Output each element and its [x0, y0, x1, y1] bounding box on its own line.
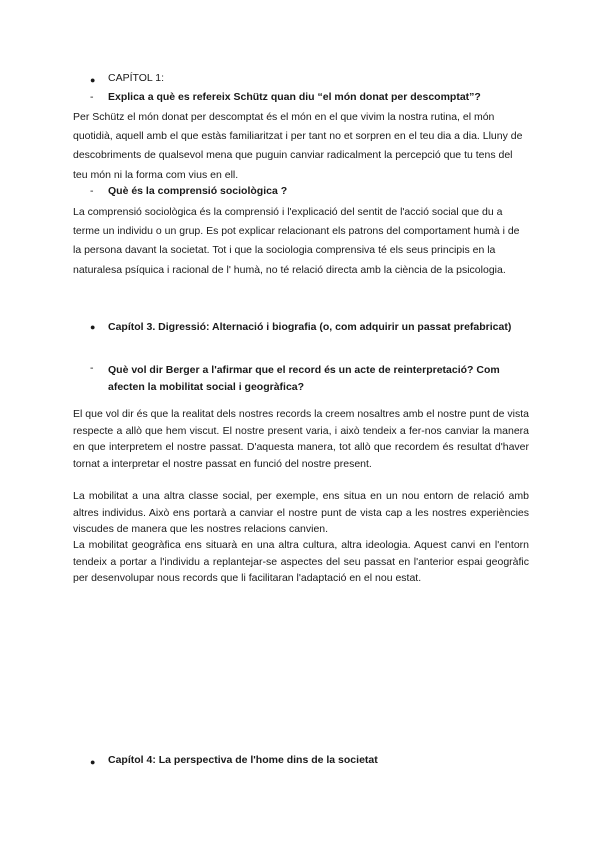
chapter1-answer-2: La comprensió sociològica és la comprensió i l'explicació del sentit de l'acció social que du a terme un individu o un grup. Es pot explicar relacionant els patrons del comportament humà i de la persona davant la societat. Tot i que la sociologia comprensiva té els seus principis en la naturalesa psíquica i racional de l' humà, no té relació directa amb la ciència de la psicologia. [73, 206, 520, 276]
chapter3-heading-text: Capítol 3. Digressió: Alternació i biografia (o, com adquirir un passat prefabricat) [108, 321, 512, 333]
bullet-icon: ● [90, 757, 96, 767]
chapter3-question-1 [90, 362, 530, 395]
chapter1-heading [90, 72, 164, 88]
dash-icon: - [90, 185, 94, 197]
chapter1-question-1 [90, 91, 481, 103]
bullet-icon: ● [90, 322, 96, 332]
chapter1-question-2-text: Què és la comprensió sociològica ? [108, 185, 288, 197]
chapter4-heading-text: Capítol 4: La perspectiva de l'home dins de la societat [108, 754, 378, 766]
chapter4-heading [90, 754, 378, 770]
chapter1-heading-text: CAPÍTOL 1: [108, 72, 165, 84]
chapter3-paragraph-1: El que vol dir és que la realitat dels nostres records la creem nosaltres amb el nostre punt de vista respecte a allò que hem viscut. El nostre present varia, i això tendeix a fer-nos canviar la manera en que interpretem el nostre passat. D'aquesta manera, tot allò que recordem és resultat d'haver tornat a interpretar el nostre passat en funció del nostre present. [73, 408, 529, 470]
chapter1-answer-1: Per Schütz el món donat per descomptat és el món en el que vivim la nostra rutina, el món quotidià, aquell amb el que estàs familiaritzat i per tant no et sorpren en el teu dia a dia. Lluny de descobriments de qualsevol mena que puguin canviar radicalment la percepció que tu tens del teu món ni la forma com vius en ell. [73, 111, 523, 181]
chapter1-question-1-text: Explica a què es refereix Schütz quan diu “el món donat per descomptat”? [108, 91, 481, 103]
dash-icon: - [90, 91, 94, 103]
chapter3-paragraph-3: La mobilitat geogràfica ens situarà en una altra cultura, altra ideologia. Aquest canvi en l'entorn tendeix a portar a l'individu a replantejar-se aspectes del seu passat en l'anterior espai geogràfic per desenvolupar nous records que li facilitaran l'adaptació en el nou estat. [73, 539, 529, 584]
chapter1-question-2 [90, 185, 287, 197]
chapter3-heading [90, 319, 530, 336]
bullet-icon: ● [90, 75, 96, 85]
dash-icon: - [90, 362, 94, 374]
chapter3-paragraph-2: La mobilitat a una altra classe social, per exemple, ens situa en un nou entorn de relació amb altres individus. Això ens portarà a canviar el nostre punt de vista cap a les nostres experiències viscudes de manera que les nostres relacions canvien. [73, 490, 529, 535]
chapter3-question-1-text: Què vol dir Berger a l'afirmar que el record és un acte de reinterpretació? Com afecten la mobilitat social i geogràfica? [108, 364, 500, 393]
